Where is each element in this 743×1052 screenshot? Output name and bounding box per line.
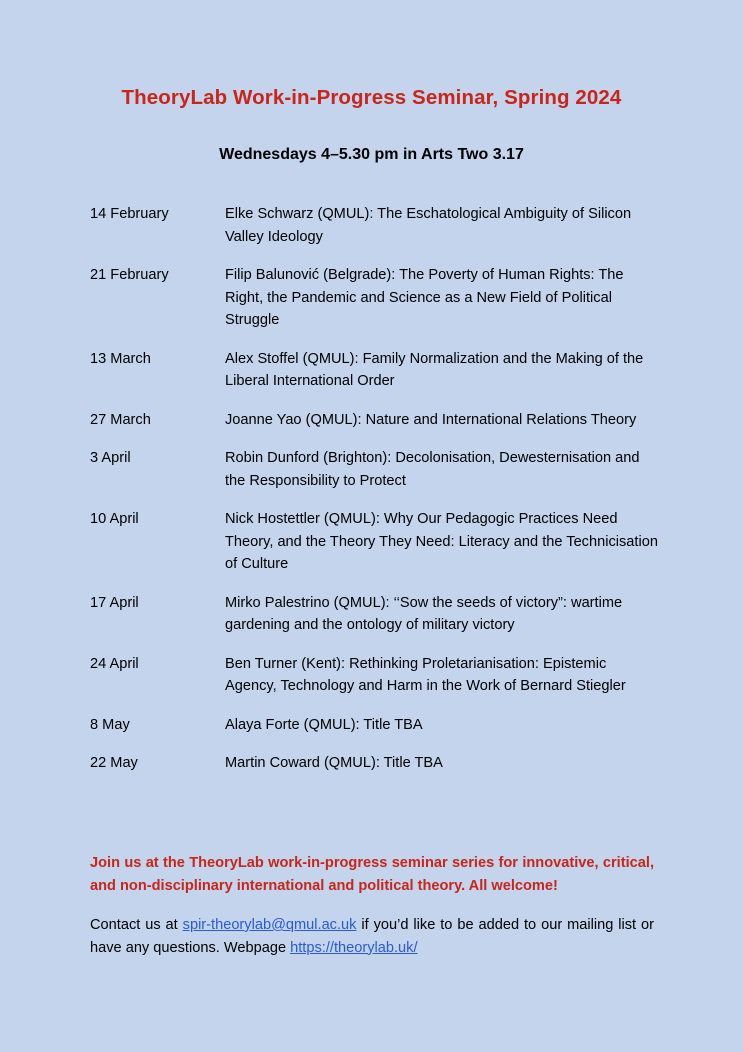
- seminar-schedule: [90, 203, 660, 791]
- webpage-link[interactable]: https://theorylab.uk/: [290, 939, 418, 956]
- schedule-date: 14 February: [90, 206, 169, 222]
- schedule-talk: Robin Dunford (Brighton): Decolonisation, Dewesternisation and the Responsibility to Protect: [225, 450, 640, 489]
- schedule-row: [90, 264, 660, 332]
- schedule-talk: Joanne Yao (QMUL): Nature and International Relations Theory: [225, 411, 637, 428]
- schedule-row: [90, 714, 660, 737]
- contact-paragraph: [90, 914, 654, 959]
- invitation-blurb: Join us at the TheoryLab work-in-progress seminar series for innovative, critical, and non-disciplinary international and political theory. All welcome!: [90, 855, 654, 894]
- schedule-row: [90, 409, 660, 432]
- schedule-date: 17 April: [90, 594, 139, 611]
- schedule-date: 10 April: [90, 511, 139, 527]
- schedule-row: [90, 508, 660, 576]
- schedule-date: 3 April: [90, 450, 131, 466]
- contact-prefix: Contact us at: [90, 917, 183, 933]
- schedule-date: 24 April: [90, 655, 139, 672]
- schedule-talk: Alex Stoffel (QMUL): Family Normalization and the Making of the Liberal International Order: [225, 350, 644, 389]
- schedule-row: [90, 653, 660, 698]
- schedule-row: [90, 592, 660, 637]
- schedule-date: 21 February: [90, 267, 169, 283]
- schedule-talk: Martin Coward (QMUL): Title TBA: [225, 755, 443, 771]
- schedule-date: 13 March: [90, 350, 151, 367]
- page-subtitle: Wednesdays 4–5.30 pm in Arts Two 3.17: [219, 146, 524, 163]
- schedule-date: 8 May: [90, 716, 130, 733]
- page-title: TheoryLab Work-in-Progress Seminar, Spring 2024: [121, 86, 622, 109]
- contact-middle: if you’d like to be added to our mailing list or have any questions. Webpage: [90, 917, 654, 956]
- email-link[interactable]: spir-theorylab@qmul.ac.uk: [182, 917, 357, 933]
- schedule-talk: Nick Hostettler (QMUL): Why Our Pedagogic Practices Need Theory, and the Theory They Need: Literacy and the Technicisation of Culture: [225, 511, 658, 572]
- schedule-row: [90, 203, 660, 248]
- schedule-row: [90, 348, 660, 393]
- schedule-row: [90, 752, 660, 775]
- schedule-talk: Filip Balunović (Belgrade): The Poverty of Human Rights: The Right, the Pandemic and Science as a New Field of Political Struggle: [225, 267, 624, 328]
- schedule-talk: Ben Turner (Kent): Rethinking Proletarianisation: Epistemic Agency, Technology and Harm in the Work of Bernard Stiegler: [225, 655, 626, 694]
- schedule-date: 27 March: [90, 411, 151, 428]
- schedule-row: [90, 447, 660, 492]
- schedule-talk: Mirko Palestrino (QMUL): ‘‘Sow the seeds of victory”: wartime gardening and the ontology of military victory: [225, 594, 623, 633]
- schedule-talk: Elke Schwarz (QMUL): The Eschatological Ambiguity of Silicon Valley Ideology: [225, 206, 632, 245]
- schedule-date: 22 May: [90, 755, 138, 771]
- schedule-talk: Alaya Forte (QMUL): Title TBA: [225, 716, 423, 733]
